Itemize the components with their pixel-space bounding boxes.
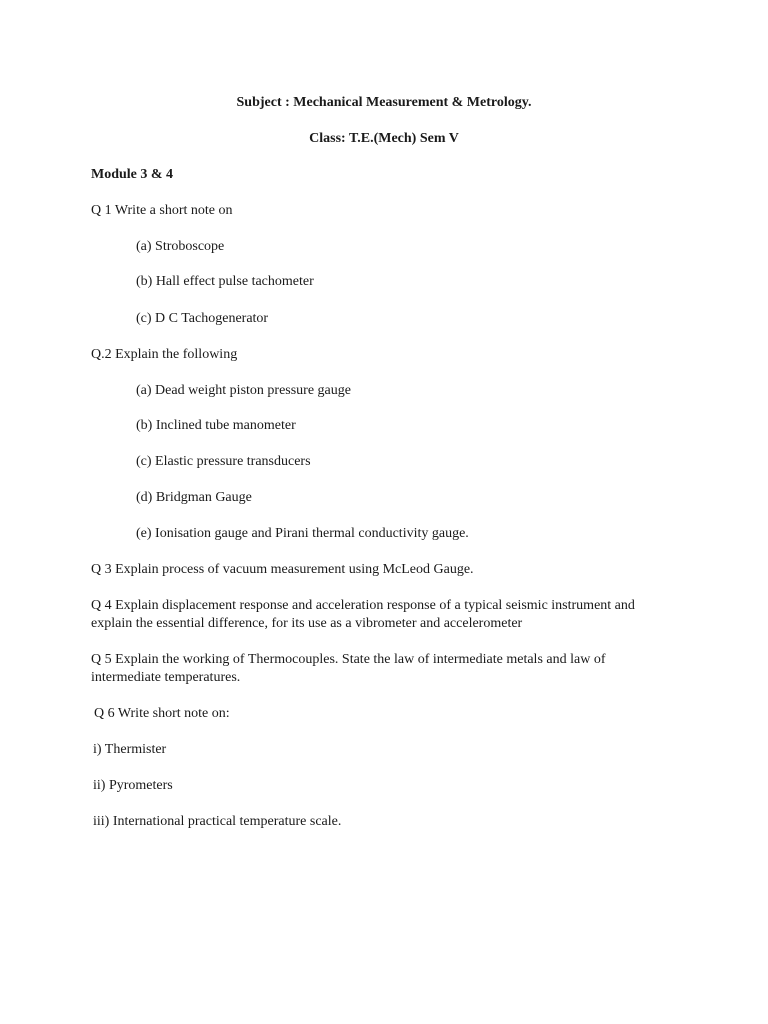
module-heading: Module 3 & 4 [91,167,174,182]
question-1: Q 1 Write a short note on [91,203,233,218]
question-4-line-2: explain the essential difference, for its use as a vibrometer and accelerometer [91,616,523,631]
question-2-item-b: (b) Inclined tube manometer [136,418,296,433]
question-2-item-d: (d) Bridgman Gauge [136,490,252,505]
class-title: Class: T.E.(Mech) Sem V [309,131,459,146]
question-6-item-ii: ii) Pyrometers [93,778,173,793]
question-2-item-e: (e) Ionisation gauge and Pirani thermal conductivity gauge. [136,526,469,541]
question-5-line-1: Q 5 Explain the working of Thermocouples. State the law of intermediate metals and law of [91,652,606,667]
question-1-item-a: (a) Stroboscope [136,239,225,254]
question-2: Q.2 Explain the following [91,347,238,362]
question-6: Q 6 Write short note on: [94,706,230,721]
question-5-line-2: intermediate temperatures. [91,670,241,685]
question-1-item-c: (c) D C Tachogenerator [136,311,269,326]
question-4-line-1: Q 4 Explain displacement response and acceleration response of a typical seismic instrument and [91,598,635,613]
question-2-item-c: (c) Elastic pressure transducers [136,454,311,469]
question-3: Q 3 Explain process of vacuum measurement using McLeod Gauge. [91,562,474,577]
question-6-item-iii: iii) International practical temperature scale. [93,814,342,829]
question-2-item-a: (a) Dead weight piston pressure gauge [136,383,351,398]
question-1-item-b: (b) Hall effect pulse tachometer [136,274,314,289]
question-6-item-i: i) Thermister [93,742,167,757]
subject-title: Subject : Mechanical Measurement & Metrology. [236,95,532,110]
